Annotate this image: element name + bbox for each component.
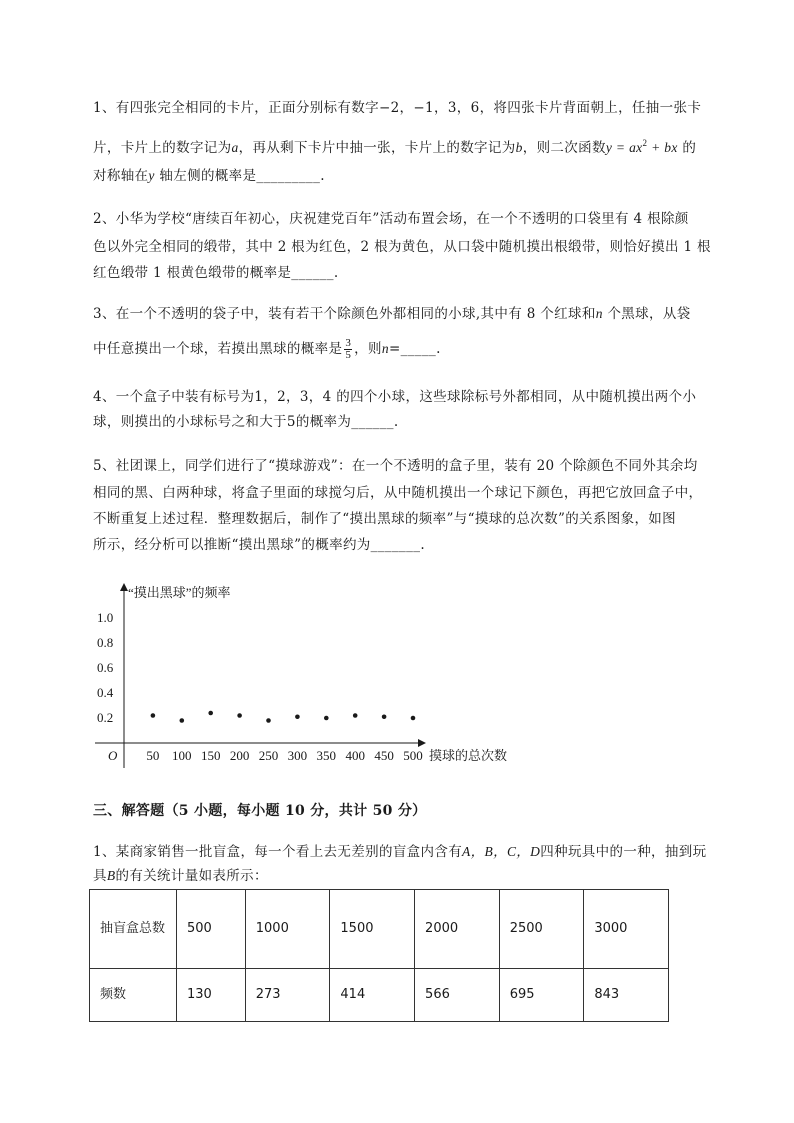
y-tick-label: 0.2 [97,710,114,725]
q5-line-3: 不断重复上述过程．整理数据后，制作了“摸出黑球的频率”与“摸球的总次数”的关系图象，如图 [93,511,677,527]
data-point [324,716,329,721]
table-row-header: 抽盲盒总数 [90,890,177,969]
table-cell: 566 [415,969,500,1022]
q1-text: 的 [677,140,697,156]
x-axis-label: 摸球的总次数 [429,748,508,763]
table-cell: 130 [177,969,246,1022]
quadratic-function [606,140,678,155]
data-point [266,718,271,723]
fraction-denominator: 5 [345,349,352,361]
var-n: n [595,306,603,321]
origin-label: O [108,748,118,763]
p1-text: 1、某商家销售一批盲盒，每一个看上去无差别的盲盒内含有 [93,844,463,860]
table-cell: 2000 [415,890,500,969]
table-cell: 273 [245,969,330,1022]
y-ticks [97,610,114,725]
func-exponent: 2 [642,138,648,148]
q3-text: 中任意摸出一个球，若摸出黑球的概率是 [93,341,343,357]
q1-text: 片，卡片上的数字记为 [93,140,232,156]
x-tick-label: 50 [146,748,160,763]
x-tick-label: 200 [229,748,250,763]
p1-text: 具 [93,868,107,884]
p1-text: 的有关统计量如表所示： [115,868,268,884]
q1-text: ，则二次函数 [522,140,606,156]
section-title: 三、解答题（5 小题，每小题 10 分，共计 50 分） [93,803,427,819]
table-row-header: 频数 [90,969,177,1022]
x-tick-label: 150 [200,748,221,763]
table-row [90,890,669,969]
y-tick-label: 0.8 [97,635,114,650]
q1-line-1: 1、有四张完全相同的卡片，正面分别标有数字−2，−1，3，6，将四张卡片背面朝上，任抽一张卡 [93,100,702,116]
table-cell: 1500 [330,890,415,969]
q5-line-2: 相同的黑、白两种球，将盒子里面的球搅匀后，从中随机摸出一个球记下颜色，再把它放回盒子中， [93,485,703,501]
p1-line-2 [93,867,268,885]
q4-line-1: 4、一个盒子中装有标号为1，2，3，4 的四个小球，这些球除标号外都相同，从中随机摸出两个小 [93,389,697,405]
q4-line-2: 球，则摸出的小球标号之和大于5的概率为______. [93,414,399,430]
p1-text: 四种玩具中的一种，抽到玩 [540,844,707,860]
data-point [382,714,387,719]
table-cell: 695 [499,969,584,1022]
q3-line-1 [93,305,691,323]
q1-text: 对称轴在 [93,168,149,184]
q2-line-3: 红色缎带 1 根黄色缎带的概率是______. [93,265,339,281]
func-lhs: y = ax [605,140,643,155]
var-b: b [515,140,523,155]
fraction-3-5 [344,338,352,361]
q1-line-3 [93,167,325,185]
q3-text: 个黑球，从袋 [602,306,691,322]
q3-text: ，则 [354,341,382,357]
data-point [295,714,300,719]
q1-line-2 [93,134,696,157]
var-y: y [148,168,155,183]
fraction-numerator: 3 [345,337,352,349]
q2-line-1: 2、小华为学校“唐续百年初心，庆祝建党百年”活动布置会场，在一个不透明的口袋里有 4 根除颜 [93,211,689,227]
q3-text: 3、在一个不透明的袋子中，装有若干个除颜色外都相同的小球,其中有 8 个红球和 [93,306,596,322]
table-cell: 2500 [499,890,584,969]
frequency-scatter-chart [95,578,545,770]
table-cell: 3000 [584,890,669,969]
table-cell: 843 [584,969,669,1022]
q3-text: =_____. [388,341,441,357]
var-n: n [381,341,389,356]
data-point [411,716,416,721]
x-tick-label: 500 [403,748,423,763]
toy-letters: A，B，C，D [462,844,541,859]
table-row [90,969,669,1022]
q1-text: ，再从剩下卡片中抽一张，卡片上的数字记为 [238,140,516,156]
data-point [208,711,213,716]
data-points [151,711,416,723]
statistics-table [89,889,669,1022]
x-tick-label: 250 [258,748,279,763]
table-cell: 500 [177,890,246,969]
x-tick-label: 300 [287,748,308,763]
y-tick-label: 0.6 [97,660,114,675]
func-rhs: + bx [647,140,678,155]
x-tick-label: 100 [172,748,192,763]
table-cell: 414 [330,969,415,1022]
q1-text: 轴左侧的概率是_________. [154,168,325,184]
x-ticks [146,748,422,763]
x-tick-label: 400 [345,748,365,763]
data-point [180,718,185,723]
y-tick-label: 0.4 [97,685,114,700]
y-axis-label: “摸出黑球”的频率 [128,585,231,600]
var-a: a [231,140,239,155]
p1-line-1 [93,843,706,861]
data-point [353,713,358,718]
q5-line-4: 所示，经分析可以推断“摸出黑球”的概率约为_______. [93,537,425,553]
q5-line-1: 5、社团课上，同学们进行了“摸球游戏”：在一个不透明的盒子里，装有 20 个除颜色不同外其余均 [93,458,698,474]
var-B: B [106,868,116,883]
x-tick-label: 450 [374,748,394,763]
x-tick-label: 350 [316,748,337,763]
q3-line-2 [93,338,441,361]
y-tick-label: 1.0 [97,610,114,625]
data-point [237,713,242,718]
data-point [151,713,156,718]
q2-line-2: 色以外完全相同的缎带，其中 2 根为红色，2 根为黄色，从口袋中随机摸出根缎带，则恰好摸出 1 根 [93,239,711,255]
table-cell: 1000 [245,890,330,969]
